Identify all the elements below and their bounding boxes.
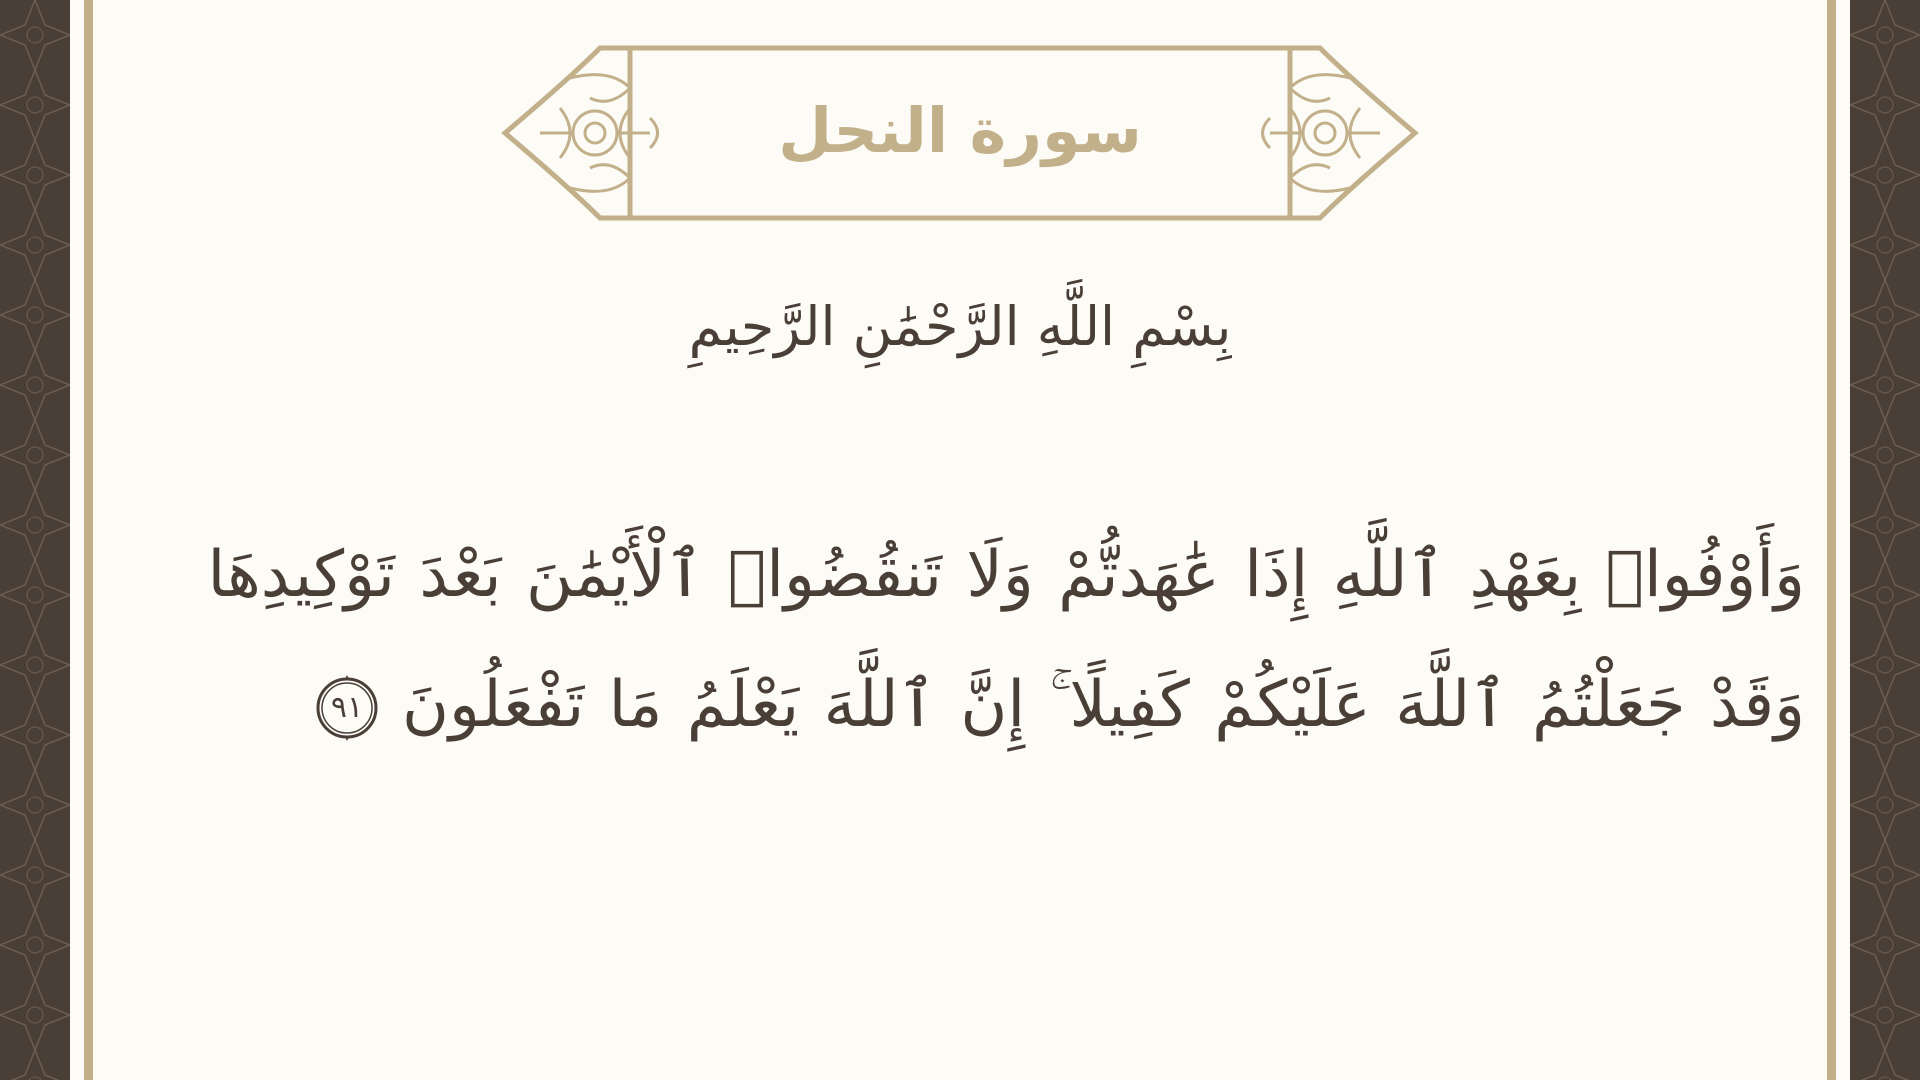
verse-line-2-text: وَقَدْ جَعَلْتُمُ ٱللَّهَ عَلَيْكُمْ كَفِيلًا ۚ إِنَّ ٱللَّهَ يَعْلَمُ مَا تَفْعَلُونَ bbox=[401, 668, 1805, 742]
left-gold-rule bbox=[84, 0, 93, 1080]
ayah-number: ٩١ bbox=[330, 690, 364, 726]
surah-title: سورة النحل bbox=[778, 93, 1142, 167]
basmala: بِسْمِ اللَّهِ الرَّحْمَٰنِ الرَّحِيمِ bbox=[688, 295, 1232, 358]
surah-title-frame bbox=[500, 38, 1420, 228]
geometric-pattern-icon bbox=[0, 0, 70, 1080]
left-ornamental-border bbox=[0, 0, 70, 1080]
geometric-pattern-icon bbox=[1850, 0, 1920, 1080]
ayah-number-marker bbox=[312, 673, 382, 743]
verse-text bbox=[207, 510, 1805, 770]
verse-line-1: وَأَوْفُوا۟ بِعَهْدِ ٱللَّهِ إِذَا عَٰهَدتُّمْ وَلَا تَنقُضُوا۟ ٱلْأَيْمَٰنَ بَعْدَ تَوْكِيدِهَا bbox=[207, 538, 1805, 612]
verse-line-2 bbox=[330, 640, 1805, 770]
right-gold-rule bbox=[1827, 0, 1836, 1080]
right-ornamental-border bbox=[1850, 0, 1920, 1080]
